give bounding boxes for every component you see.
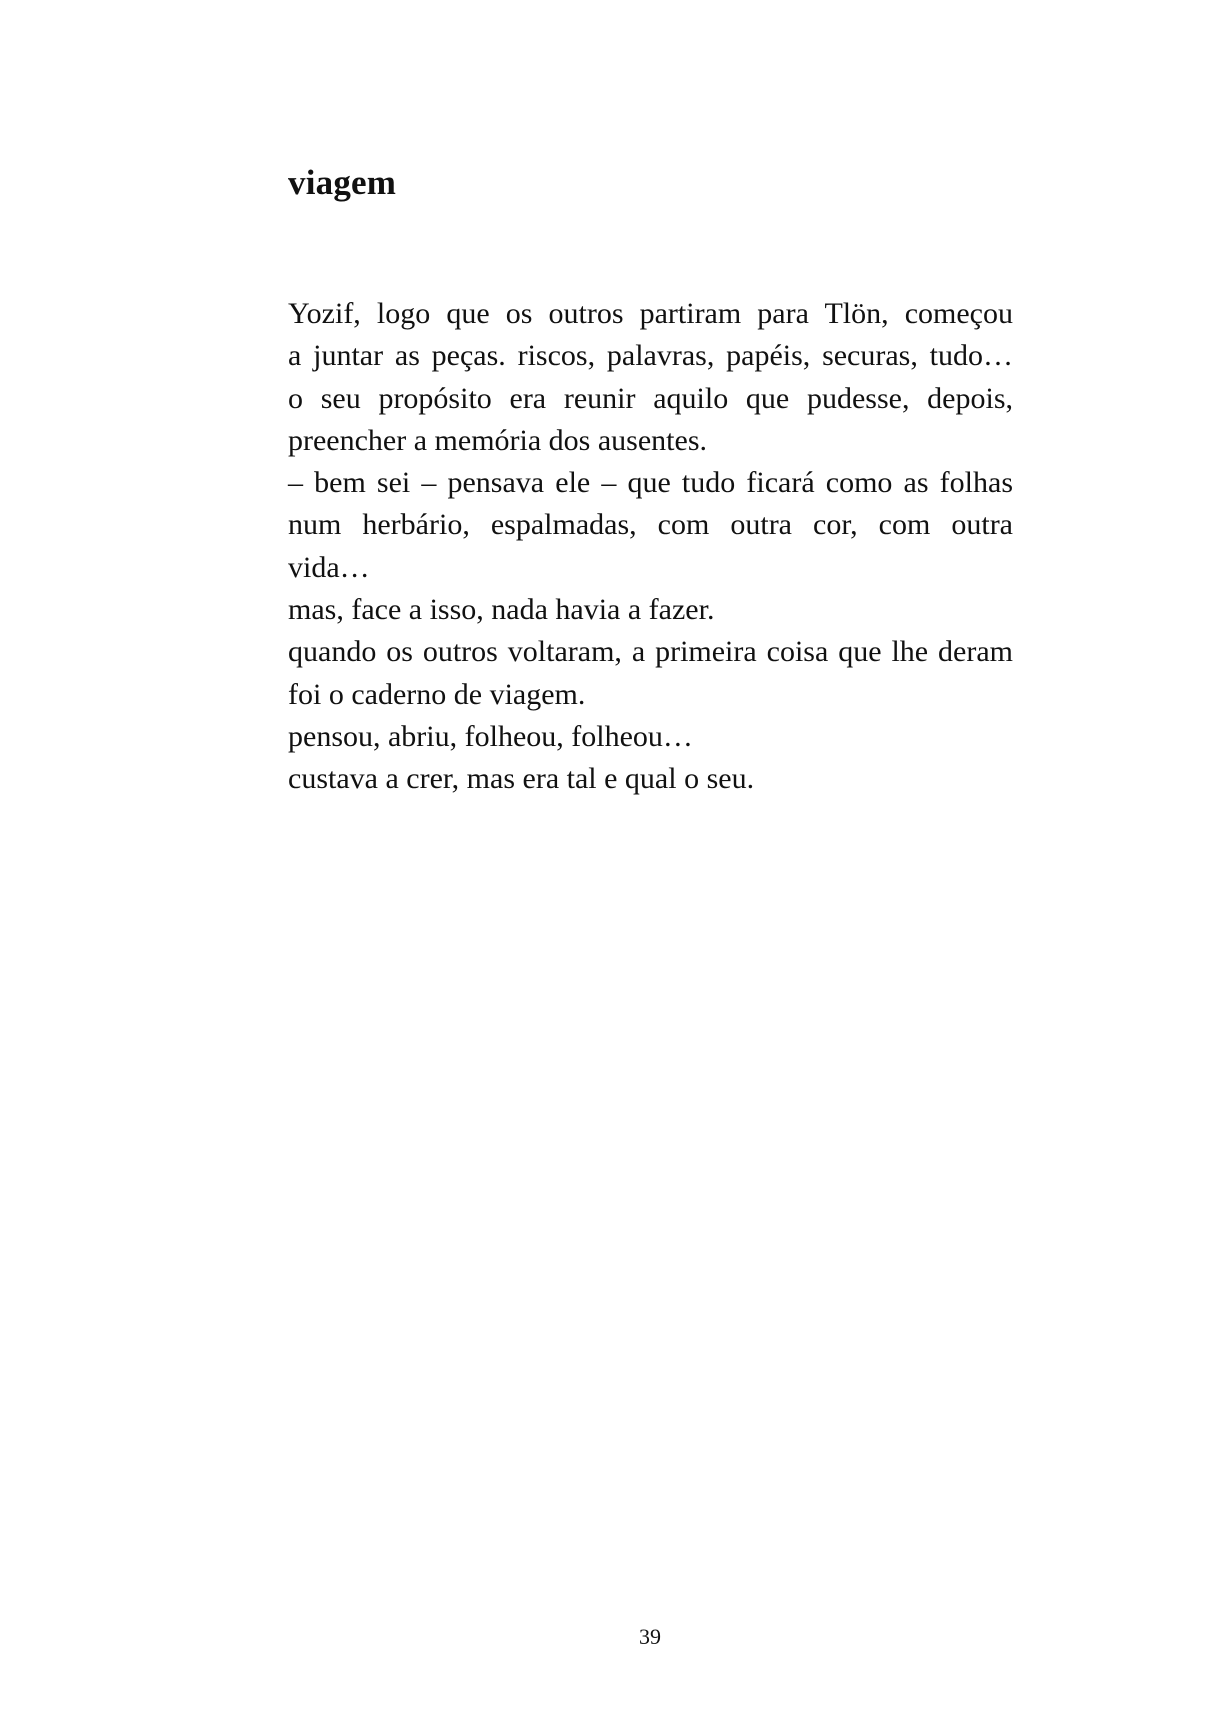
page-number: 39 <box>639 1624 661 1649</box>
body-text <box>288 293 1013 801</box>
text-line: preencher a memória dos ausentes. <box>288 423 707 457</box>
text-line: – bem sei – pensava ele – que tudo ficará como as folhas <box>288 466 1013 500</box>
text-line: foi o caderno de viagem. <box>288 677 586 711</box>
text-line: a juntar as peças. riscos, palavras, papéis, securas, tudo… <box>288 339 1013 373</box>
text-line: vida… <box>288 550 370 584</box>
text-line: custava a crer, mas era tal e qual o seu. <box>288 762 755 796</box>
text-line: mas, face a isso, nada havia a fazer. <box>288 593 715 627</box>
text-line: quando os outros voltaram, a primeira coisa que lhe deram <box>288 635 1013 669</box>
text-line: Yozif, logo que os outros partiram para Tlön, começou <box>288 297 1013 330</box>
page-title: viagem <box>288 163 397 202</box>
text-line: pensou, abriu, folheou, folheou… <box>288 719 693 753</box>
text-line: o seu propósito era reunir aquilo que pudesse, depois, <box>288 381 1013 415</box>
text-line: num herbário, espalmadas, com outra cor, com outra <box>288 508 1013 542</box>
